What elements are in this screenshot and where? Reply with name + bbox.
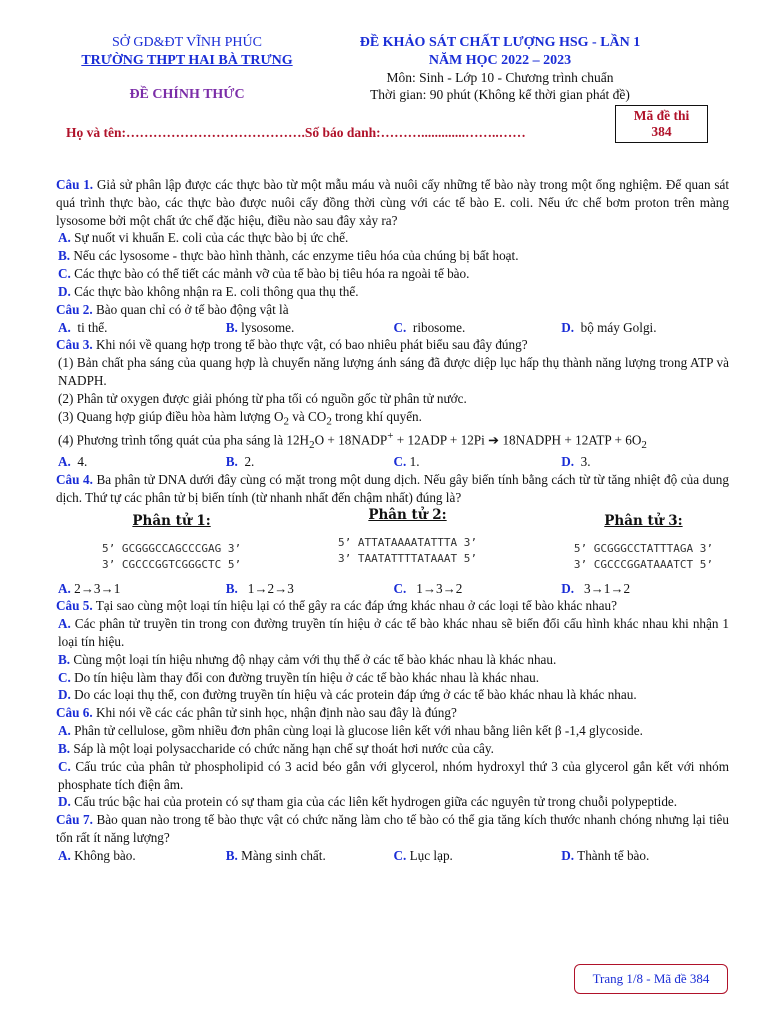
q3-option-a: A. 4. — [58, 453, 88, 469]
exam-body — [56, 176, 729, 865]
q2-option-c: C. ribosome. — [393, 319, 466, 335]
q7-option-a: A. Không bào. — [58, 847, 136, 863]
name-label: Họ và tên: — [66, 125, 126, 140]
question-2 — [56, 301, 729, 319]
q3-statement-2: (2) Phân tử oxygen được giải phóng từ pha tối có nguồn gốc từ phân tử nước. — [58, 390, 467, 406]
q3-option-d: D. 3. — [561, 453, 591, 469]
q2-options — [56, 319, 729, 337]
question-text: Khi nói về quang hợp trong tế bào thực vật, có bao nhiêu phát biểu sau đây đúng? — [92, 337, 528, 353]
question-1 — [56, 176, 729, 229]
question-number: Câu 5. — [56, 598, 93, 614]
sbd-blank: ……….............……..…… — [380, 125, 526, 140]
question-text: Giả sử phân lập được các thực bào từ một mẫu máu và nuôi cấy những tế bào này trong một ống nghiệm. Để quan sát quá trình thực bào, các thực bào được nuôi cấy đồng thời cùng với các tế bào E. coli. Nếu ức chế bơm proton trên màng lysosome bởi một chất ức chế đặc hiệu, điều nào sau đây xảy ra? — [56, 177, 729, 228]
question-number: Câu 4. — [56, 471, 93, 487]
q5-option-b: B. Cùng một loại tín hiệu nhưng độ nhạy cảm với thụ thể ở các tế bào khác nhau là khác nhau. — [58, 651, 557, 667]
q2-option-a: A. ti thể. — [58, 319, 108, 335]
q5-option-a: A. Các phân tử truyền tin trong con đường truyền tín hiệu ở các tế bào khác nhau sẽ biến đổi cấu hình khác nhau khi nhận 1 loại tín hiệu. — [58, 616, 730, 650]
q4-option-a: A. 2→3→1 — [58, 580, 121, 596]
q5-option-c: C. Do tín hiệu làm thay đổi con đường truyền tín hiệu ở các tế bào khác nhau là khác nhau. — [58, 669, 540, 685]
q1-option-d: D. Các thực bào không nhận ra E. coli thông qua thụ thể. — [58, 283, 359, 299]
question-6 — [56, 704, 729, 722]
question-7 — [56, 811, 729, 847]
q3-statement-4: (4) Phương trình tổng quát của pha sáng là $12H_2O$ + 18NADP+ + 12ADP + 12Pi ➔ 18NADPH + $12ATP + 6O_2$ — [58, 430, 647, 452]
q3-option-c: C. 1. — [393, 453, 420, 469]
q4-options — [56, 580, 729, 598]
question-text: Khi nói về các các phân tử sinh học, nhận định nào sau đây là đúng? — [92, 705, 457, 721]
exam-title: ĐỀ KHẢO SÁT CHẤT LƯỢNG HSG - LẦN 1 — [359, 35, 641, 50]
q4-option-c: C. 1→3→2 — [393, 580, 463, 596]
question-number: Câu 2. — [56, 301, 93, 317]
duration-line: Thời gian: 90 phút (Không kể thời gian phát đề) — [370, 87, 630, 102]
sbd-label: Số báo danh: — [304, 125, 381, 140]
q3-options — [56, 453, 729, 471]
question-number: Câu 1. — [56, 177, 94, 192]
q7-options — [56, 847, 729, 865]
question-5 — [56, 597, 729, 615]
q7-option-c: C. Lục lạp. — [393, 847, 453, 863]
q6-option-d: D. Cấu trúc bậc hai của protein có sự tham gia của các liên kết hydrogen giữa các nguyên tử trong chuỗi polypeptide. — [58, 794, 678, 810]
page-footer-badge: Trang 1/8 - Mã đề 384 — [574, 964, 728, 994]
q5-option-d: D. Do các loại thụ thể, con đường truyền tín hiệu và các protein đáp ứng ở các tế bào khác nhau là khác nhau. — [58, 687, 637, 703]
q1-option-a: A. Sự nuốt vi khuẩn E. coli của các thực bào bị ức chế. — [58, 230, 349, 246]
q6-option-c: C. Cấu trúc của phân tử phospholipid có 3 acid béo gắn với glycerol, nhóm hydroxyl thứ 3 của glycerol gắn kết với nhóm phosphate tích điện âm. — [58, 758, 729, 792]
q7-option-d: D. Thành tế bào. — [561, 847, 650, 863]
question-number: Câu 7. — [56, 812, 93, 828]
question-text: Tại sao cùng một loại tín hiệu lại có thể gây ra các đáp ứng khác nhau ở các loại tế bào khác nhau? — [92, 598, 617, 614]
question-4 — [56, 471, 729, 507]
question-text: Ba phân tử DNA dưới đây cùng có mặt trong một dung dịch. Nếu gây biến tính bằng cách từ từ tăng nhiệt độ của dung dịch. Thứ tự các phân tử bị biến tính (từ nhanh nhất đến chậm nhất) đúng là? — [56, 471, 729, 505]
question-text: Bào quan chỉ có ở tế bào động vật là — [92, 301, 289, 317]
official-label: ĐỀ CHÍNH THỨC — [129, 87, 245, 102]
candidate-info-row — [66, 124, 526, 142]
dna-molecule-1: Phân tử 1: 5’ GCGGGCCAGCCCGAG 3’ 3’ CGCCCGGTCGGGCTC 5’ — [102, 513, 242, 572]
q7-option-b: B. Màng sinh chất. — [225, 847, 326, 863]
q3-option-b: B. 2. — [225, 453, 255, 469]
q4-option-d: D. 3→1→2 — [561, 580, 631, 596]
department-name: SỞ GD&ĐT VĨNH PHÚC — [111, 35, 262, 50]
q6-option-a: A. Phân tử cellulose, gồm nhiều đơn phân cùng loại là glucose liên kết với nhau bằng liên kết β -1,4 glycoside. — [58, 723, 643, 739]
q6-option-b: B. Sáp là một loại polysaccharide có chức năng hạn chế sự thoát hơi nước của cây. — [58, 740, 494, 756]
question-number: Câu 3. — [56, 337, 93, 353]
exam-header — [0, 34, 768, 144]
dna-molecule-3: Phân tử 3: 5’ GCGGGCCTATTTAGA 3’ 3’ CGCCCGGATAAATCT 5’ — [573, 513, 713, 572]
q3-statement-1: (1) Bản chất pha sáng của quang hợp là chuyển năng lượng ánh sáng đã được diệp lục hấp thụ thành năng lượng trong ATP và NADPH. — [58, 355, 729, 388]
q2-option-d: D. bộ máy Golgi. — [561, 319, 657, 335]
question-3 — [56, 336, 729, 354]
exam-code-value: 384 — [651, 123, 672, 139]
question-number: Câu 6. — [56, 705, 93, 721]
school-name: TRƯỜNG THPT HAI BÀ TRƯNG — [81, 53, 293, 68]
q2-option-b: B. lysosome. — [225, 319, 295, 335]
q1-option-c: C. Các thực bào có thể tiết các mảnh vỡ của tế bào bị tiêu hóa ra ngoài tế bào. — [58, 266, 470, 282]
question-text: Bào quan nào trong tế bào thực vật có chức năng làm cho tế bào có thể gia tăng kích thước nhanh chóng nhưng lại tiêu tốn rất ít năng lượng? — [56, 812, 729, 845]
q1-option-b: B. Nếu các lysosome - thực bào hình thành, các enzyme tiêu hóa của chúng bị bất hoạt. — [58, 248, 519, 264]
arrow-icon: ➔ — [488, 432, 500, 448]
name-blank: …………………………………. — [126, 125, 305, 140]
exam-code-label: Mã đề thi — [633, 108, 690, 123]
q4-option-b: B. 1→2→3 — [225, 580, 294, 596]
subject-line: Môn: Sinh - Lớp 10 - Chương trình chuẩn — [386, 70, 614, 85]
dna-molecule-2: Phân tử 2: 5’ ATTATAAAATATTTA 3’ 3’ TAATATTTTATAAAT 5’ — [337, 507, 478, 566]
dna-molecules-figure — [56, 506, 729, 579]
school-year: NĂM HỌC 2022 – 2023 — [428, 53, 572, 68]
exam-code-box — [615, 105, 708, 143]
q3-statement-3: (3) Quang hợp giúp điều hòa hàm lượng $O_2$ và $CO_2$ trong khí quyển. — [58, 408, 422, 428]
